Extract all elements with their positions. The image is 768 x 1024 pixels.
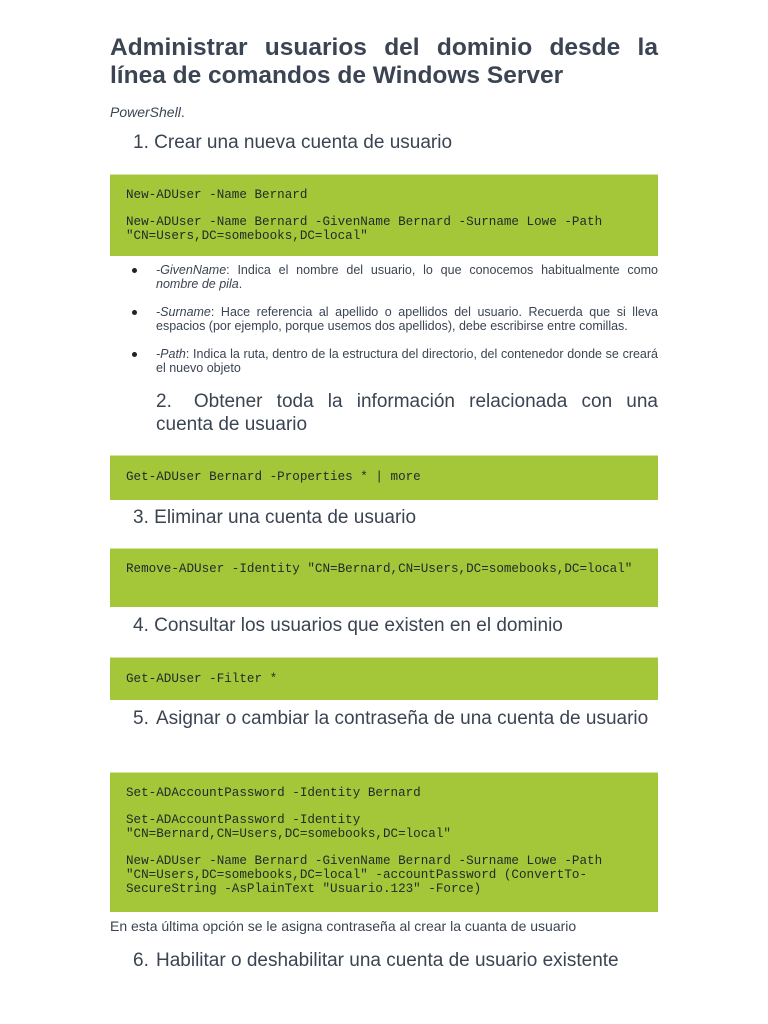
code-line: New-ADUser -Name Bernard -GivenName Bernard -Surname Lowe -Path "CN=Users,DC=somebooks,DC=local" -accountPassword (ConvertTo-SecureString -AsPlainText "Usuario.123" -Force) (126, 854, 610, 896)
list-item (128, 347, 658, 375)
section-title: Crear una nueva cuenta de usuario (154, 132, 453, 153)
section-heading-1 (133, 131, 452, 154)
code-line: Remove-ADUser -Identity "CN=Bernard,CN=Users,DC=somebooks,DC=local" (126, 562, 633, 576)
intro-rest: . (180, 104, 185, 120)
param-term: -Surname (156, 305, 211, 319)
section-number: 1. (133, 132, 149, 153)
code-block-remove (110, 548, 658, 607)
param-desc: : Indica la ruta, dentro de la estructura del directorio, del contenedor donde se creará el nuevo objeto (156, 347, 658, 375)
bullet-icon (132, 352, 137, 357)
code-block-password (110, 772, 658, 912)
section-number: 6. (133, 950, 149, 971)
bullet-icon (132, 268, 137, 273)
section-heading-6 (133, 949, 656, 972)
bullet-icon (132, 310, 137, 315)
note-text: En esta última opción se le asigna contraseña al crear la cuanta de usuario (110, 918, 577, 934)
section-title: Obtener toda la información relacionada con una cuenta de usuario (156, 391, 658, 435)
code-line: Set-ADAccountPassword -Identity Bernard (126, 786, 421, 800)
code-line: Get-ADUser -Filter * (126, 672, 278, 686)
intro-text (110, 104, 185, 120)
param-term: -Path (156, 347, 186, 361)
code-block-get-properties (110, 455, 658, 500)
section-heading-3 (133, 506, 416, 529)
code-line: Set-ADAccountPassword -Identity "CN=Bernard,CN=Users,DC=somebooks,DC=local" (126, 813, 451, 841)
section-title: Consultar los usuarios que existen en el dominio (154, 615, 563, 636)
list-item (128, 263, 658, 291)
param-desc: : Hace referencia al apellido o apellidos del usuario. Recuerda que si lleva espacios (por ejemplo, porque usemos dos apellidos), debe escribirse entre comillas. (156, 305, 658, 333)
section-number: 3. (133, 507, 149, 528)
section-heading-4 (133, 614, 563, 637)
section-title: Habilitar o deshabilitar una cuenta de usuario existente (156, 950, 619, 971)
parameter-list (128, 263, 658, 389)
code-line: New-ADUser -Name Bernard -GivenName Bernard -Surname Lowe -Path "CN=Users,DC=somebooks,DC=local" (126, 215, 610, 243)
list-item (128, 305, 658, 333)
param-emphasis: nombre de pila (156, 277, 239, 291)
section-number: 2. (156, 391, 172, 412)
section-title: Eliminar una cuenta de usuario (154, 507, 417, 528)
section-number: 5. (133, 708, 149, 729)
code-line: New-ADUser -Name Bernard (126, 188, 308, 202)
intro-italic: PowerShell (110, 104, 181, 120)
section-heading-2 (156, 390, 658, 436)
code-block-create (110, 174, 658, 256)
param-desc-end: . (238, 277, 243, 291)
page-title: Administrar usuarios del dominio desde la línea de comandos de Windows Server (110, 34, 658, 89)
section-number: 4. (133, 615, 149, 636)
code-block-filter (110, 657, 658, 700)
section-title: Asignar o cambiar la contraseña de una cuenta de usuario (156, 708, 649, 729)
param-desc: : Indica el nombre del usuario, lo que conocemos habitualmente como (226, 263, 658, 277)
section-heading-5 (133, 707, 656, 730)
code-line: Get-ADUser Bernard -Properties * | more (126, 470, 421, 484)
param-term: -GivenName (156, 263, 227, 277)
